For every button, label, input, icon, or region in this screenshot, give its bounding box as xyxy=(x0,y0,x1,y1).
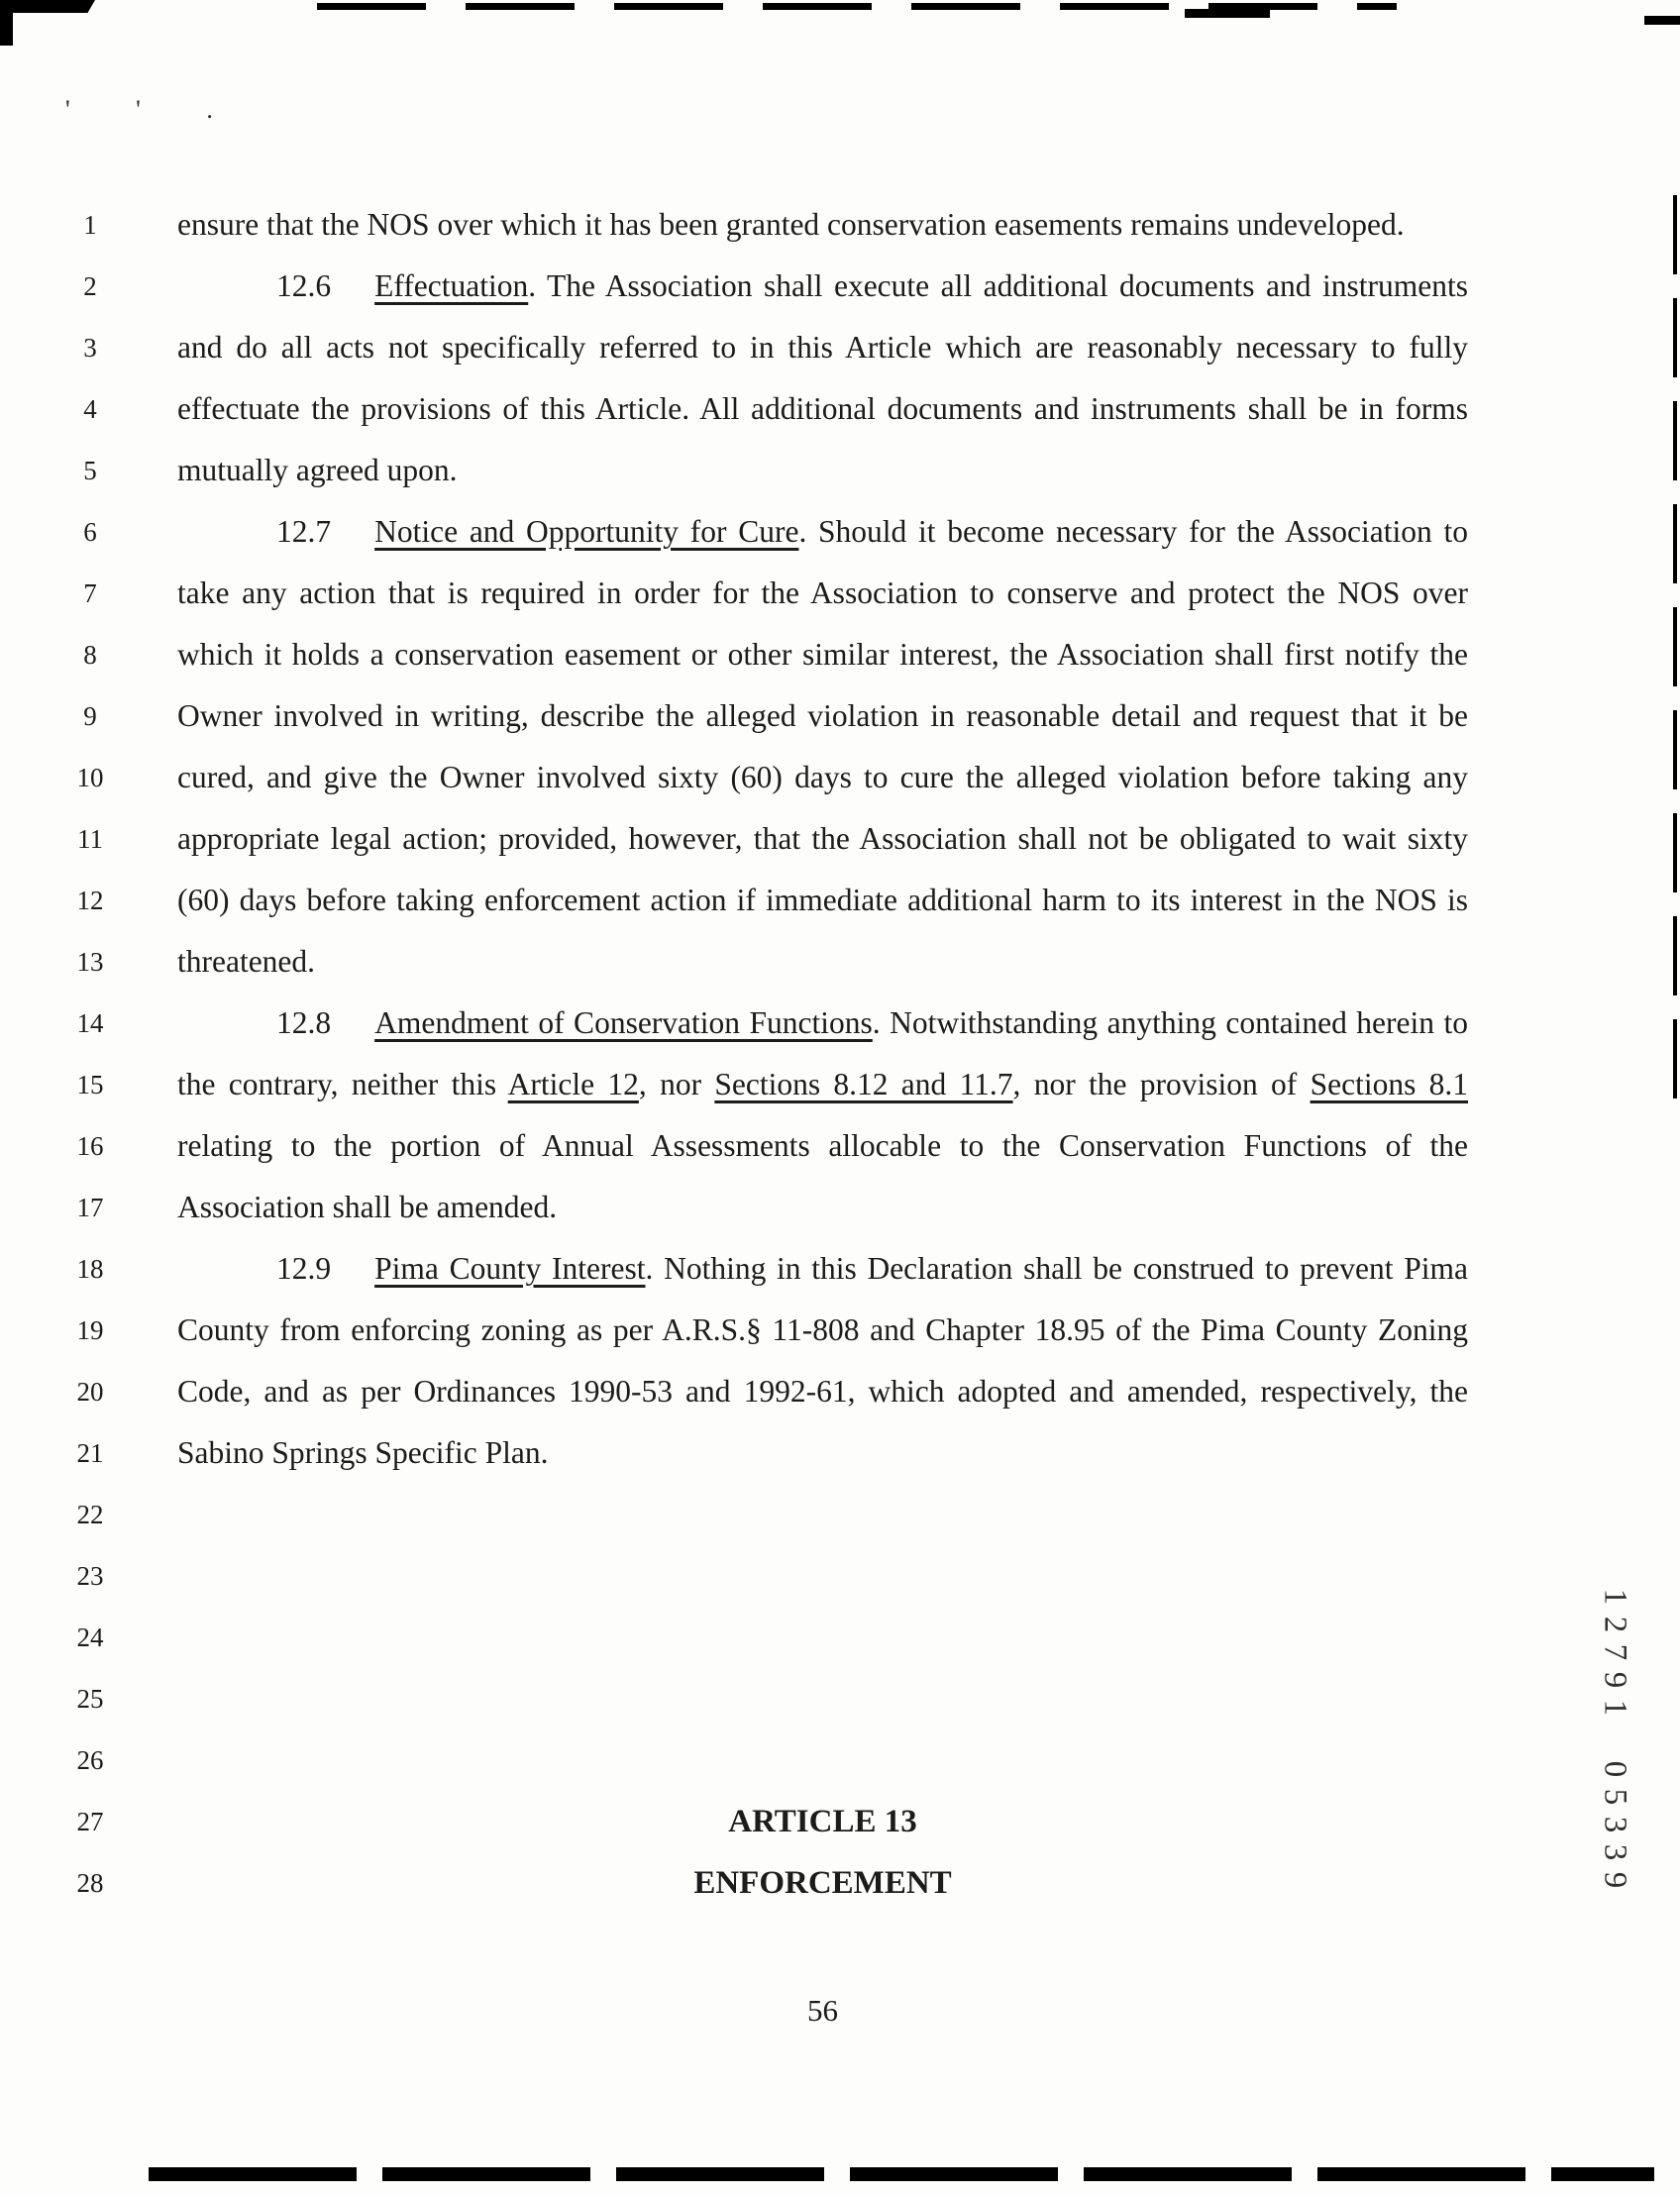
line-number: 21 xyxy=(76,1438,104,1468)
line-number: 13 xyxy=(76,947,104,977)
stamp-digit: 3 xyxy=(1597,1843,1632,1861)
article-heading: ARTICLE 13 xyxy=(728,1804,917,1839)
text-run: , nor the provision of xyxy=(1012,1067,1311,1101)
text-run: . Notwithstanding anything contained herein to the contrary, neither this xyxy=(177,1005,1468,1101)
section-number: 12.6 xyxy=(276,268,332,303)
stamp-digit: 5 xyxy=(1597,1788,1632,1806)
stamp-digit: 9 xyxy=(1597,1871,1632,1889)
line-number: 17 xyxy=(76,1193,104,1222)
scan-artifact-top-right xyxy=(1185,9,1270,18)
text-run: . The Association shall execute all additional documents and instruments and do all acts not specifically referred to in this Article which are reasonably necessary to fully effectuate the provisions of this Article. All additional documents and instruments shall be in forms mutually agreed upon. xyxy=(177,268,1468,487)
line-number: 18 xyxy=(76,1254,104,1284)
line-number: 23 xyxy=(76,1561,104,1591)
paragraph xyxy=(177,1238,1468,1484)
text-run: , nor xyxy=(638,1067,715,1101)
line-number: 26 xyxy=(76,1745,104,1775)
stamp-digit: 0 xyxy=(1597,1760,1632,1778)
page-number: 56 xyxy=(807,1993,838,2028)
scan-speckles: ' ' . xyxy=(65,95,243,124)
line-number: 10 xyxy=(76,763,104,792)
line-number: 19 xyxy=(76,1315,104,1345)
line-number: 24 xyxy=(76,1622,104,1652)
scan-artifact-bottom-line xyxy=(149,2167,1654,2181)
section-number: 12.9 xyxy=(276,1251,332,1286)
paragraph xyxy=(177,993,1468,1238)
line-number: 9 xyxy=(83,701,97,731)
underlined-text: Sections 8.12 and 11.7 xyxy=(714,1067,1013,1101)
underlined-text: Effectuation xyxy=(374,268,529,303)
article-heading-block xyxy=(177,1791,1468,1914)
stamp-digit: 7 xyxy=(1597,1643,1632,1661)
stamp-digit: 1 xyxy=(1597,1699,1632,1717)
line-number: 3 xyxy=(83,333,97,363)
line-number: 2 xyxy=(83,271,97,301)
paragraph xyxy=(177,194,1468,256)
line-number: 25 xyxy=(76,1684,104,1714)
text-run: ensure that the NOS over which it has been granted conservation easements remains undeveloped. xyxy=(177,207,1405,242)
line-number: 27 xyxy=(76,1807,104,1836)
line-number: 12 xyxy=(76,886,104,915)
line-number-column xyxy=(57,194,123,1914)
underlined-text: Pima County Interest xyxy=(374,1251,646,1286)
scan-artifact-right-edge-line xyxy=(1673,195,1677,1106)
line-number: 28 xyxy=(76,1868,104,1898)
line-number: 20 xyxy=(76,1377,104,1407)
line-number: 11 xyxy=(77,824,103,854)
recorder-stamp xyxy=(1593,1583,1636,1894)
stamp-digit: 1 xyxy=(1597,1588,1632,1606)
line-number: 6 xyxy=(83,517,97,547)
underlined-text: Notice and Opportunity for Cure xyxy=(374,514,799,549)
stamp-digit: 2 xyxy=(1597,1616,1632,1633)
line-number: 1 xyxy=(83,210,97,240)
text-run: relating to the portion of Annual Assessments allocable to the Conservation Functions of the Association shall be amended. xyxy=(177,1128,1468,1224)
text-run: . Nothing in this Declaration shall be construed to prevent Pima County from enforcing zoning as per A.R.S.§ 11-808 and Chapter 18.95 of the Pima County Zoning Code, and as per Ordinances 1990-53 and 1992-61, which adopted and amended, respectively, the Sabino Springs Specific Plan. xyxy=(177,1251,1468,1470)
scan-artifact-top-left xyxy=(0,0,95,13)
stamp-digit: 3 xyxy=(1597,1816,1632,1833)
text-run: . Should it become necessary for the Association to take any action that is required in order for the Association to conserve and protect the NOS over which it holds a conservation easement or other similar interest, the Association shall first notify the Owner involved in writing, describe the alleged violation in reasonable detail and request that it be cured, and give the Owner involved sixty (60) days to cure the alleged violation before taking any appropriate legal action; provided, however, that the Association shall not be obligated to wait sixty (60) days before taking enforcement action if immediate additional harm to its interest in the NOS is threatened. xyxy=(177,514,1468,979)
line-number: 4 xyxy=(83,394,97,424)
line-number: 8 xyxy=(83,640,97,670)
underlined-text: Sections 8.1 xyxy=(1310,1067,1469,1101)
line-number: 14 xyxy=(76,1008,104,1038)
document-body xyxy=(177,194,1468,1484)
section-number: 12.8 xyxy=(276,1005,332,1040)
line-number: 16 xyxy=(76,1131,104,1161)
article-heading: ENFORCEMENT xyxy=(693,1865,952,1901)
line-number: 5 xyxy=(83,456,97,485)
scan-artifact-top-left-edge xyxy=(0,0,13,46)
scan-artifact-top-right-corner xyxy=(1644,16,1680,25)
line-number: 7 xyxy=(83,578,97,608)
paragraph xyxy=(177,501,1468,993)
underlined-text: Article 12 xyxy=(507,1067,639,1101)
underlined-text: Amendment of Conservation Functions xyxy=(374,1005,873,1040)
line-number: 15 xyxy=(76,1070,104,1099)
stamp-digit: 9 xyxy=(1597,1671,1632,1689)
section-number: 12.7 xyxy=(276,514,332,549)
paragraph xyxy=(177,256,1468,501)
line-number: 22 xyxy=(76,1500,104,1529)
